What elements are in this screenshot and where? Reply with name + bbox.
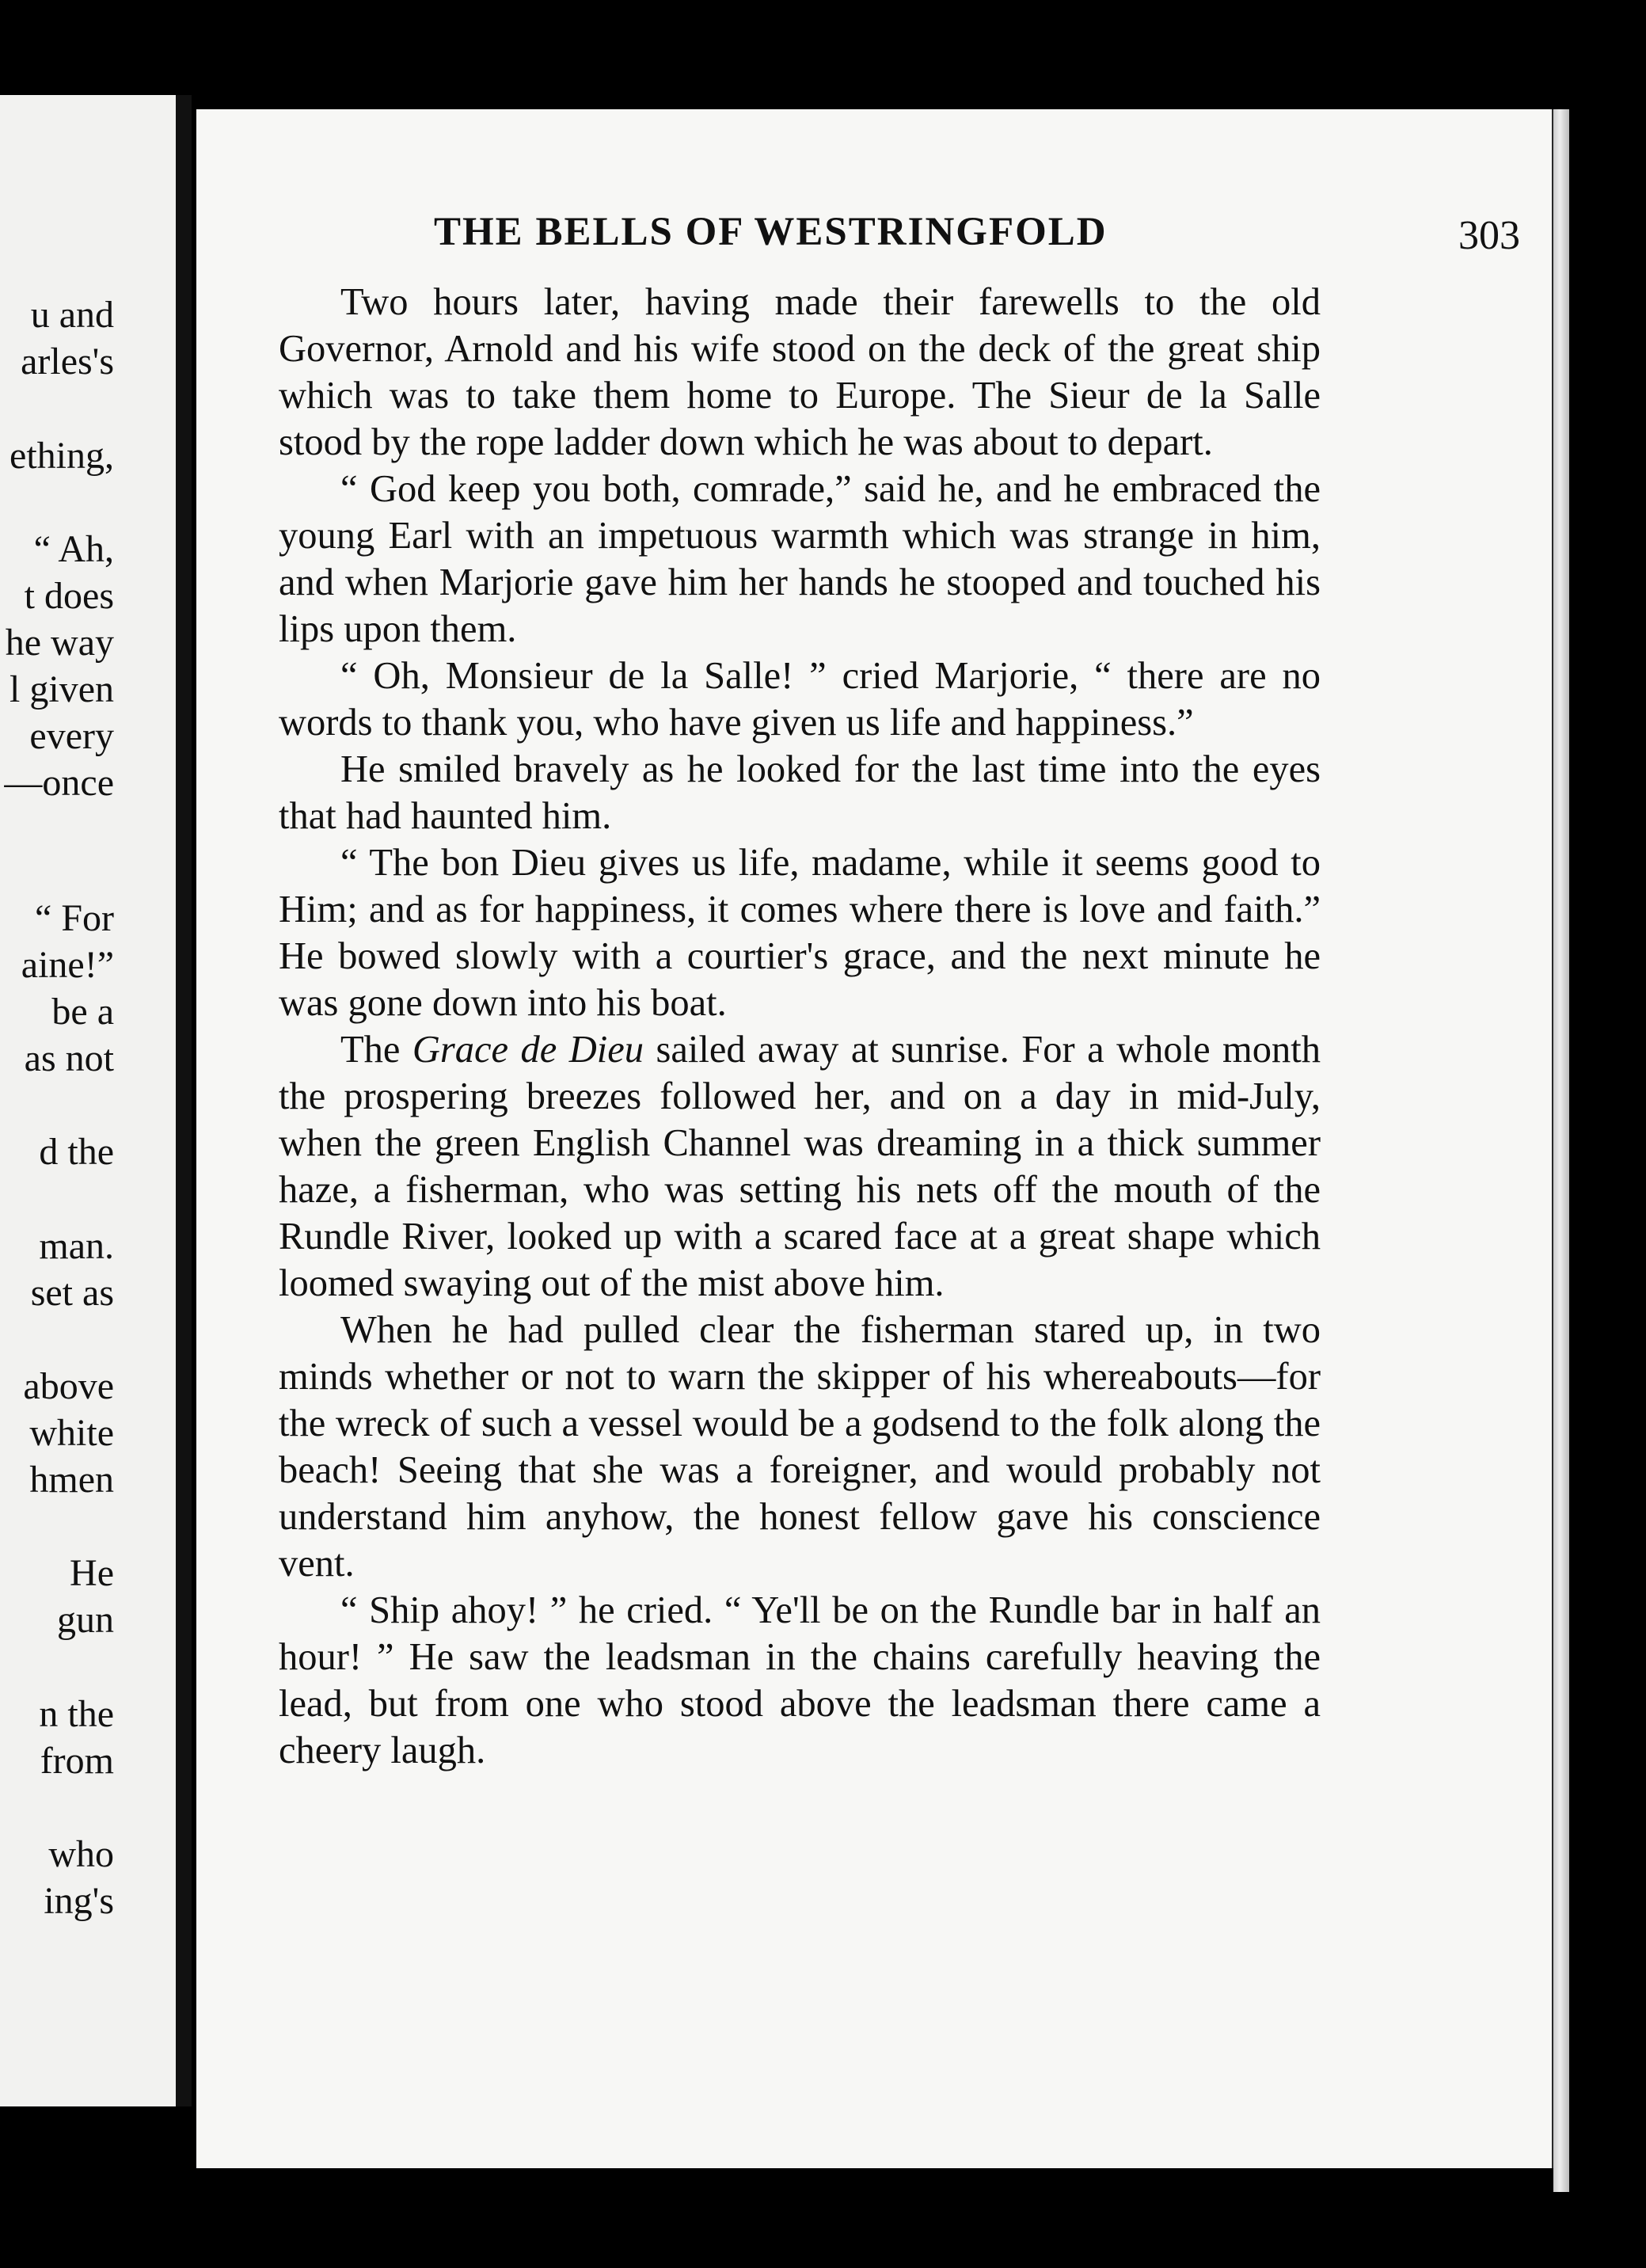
page-number: 303 — [1458, 213, 1520, 258]
prev-page-text: as not — [24, 1037, 114, 1079]
prev-page-text: he way — [5, 622, 114, 664]
paragraph-text: The — [340, 1029, 412, 1071]
prev-page-text: set as — [30, 1272, 114, 1314]
prev-page-text: above — [23, 1365, 114, 1407]
prev-page-text: hmen — [29, 1459, 114, 1501]
paragraph — [279, 1026, 1321, 1307]
prev-page-text: ing's — [44, 1880, 114, 1922]
prev-page-text: white — [29, 1412, 114, 1454]
paragraph: “ Oh, Monsieur de la Salle! ” cried Marjorie, “ there are no words to thank you, who have given us life and happiness.” — [279, 655, 1321, 744]
page-body — [279, 279, 1321, 1774]
page-edge — [1553, 109, 1569, 2192]
prev-page-text: l given — [10, 668, 114, 710]
page-header — [434, 209, 1526, 272]
paragraph: “ God keep you both, comrade,” said he, and he embraced the young Earl with an impetuous warmth which was strange in him, and when Marjorie gave him her hands he stooped and touched his lips upon them. — [279, 468, 1321, 650]
paragraph: He smiled bravely as he looked for the last time into the eyes that had haunted him. — [279, 748, 1321, 837]
prev-page-text: He — [70, 1552, 114, 1594]
prev-page-text: “ For — [35, 897, 114, 939]
prev-page-text: n the — [39, 1693, 114, 1735]
prev-page-text: u and — [30, 294, 114, 336]
paragraph: “ Ship ahoy! ” he cried. “ Ye'll be on the Rundle bar in half an hour! ” He saw the leadsman in the chains carefully heaving the lead, but from one who stood above the leadsman there came a cheery laugh. — [279, 1589, 1321, 1771]
paragraph-text: sailed away at sunrise. For a whole month the prospering breezes followed her, and on a day in mid-July, when the green English Channel was dreaming in a thick summer haze, a fisherman, who was setting his nets off the mouth of the Rundle River, looked up with a scared face at a great shape which loomed swaying out of the mist above him. — [279, 1029, 1321, 1304]
previous-page — [0, 95, 184, 2106]
prev-page-text: man. — [39, 1225, 114, 1267]
book-gutter — [176, 95, 192, 2106]
prev-page-text: gun — [57, 1599, 114, 1641]
paragraph: “ The bon Dieu gives us life, madame, while it seems good to Him; and as for happiness, it comes where there is love and faith.” He bowed slowly with a courtier's grace, and the next minute he was gone down into his boat. — [279, 842, 1321, 1024]
paragraph: Two hours later, having made their farewells to the old Governor, Arnold and his wife stood on the deck of the great ship which was to take them home to Europe. The Sieur de la Salle stood by the rope ladder down which he was about to depart. — [279, 281, 1321, 463]
prev-page-text: arles's — [21, 341, 114, 382]
prev-page-text: t does — [24, 575, 114, 617]
prev-page-text: be a — [51, 991, 114, 1033]
prev-page-text: d the — [39, 1131, 114, 1173]
prev-page-text: ething, — [10, 435, 114, 477]
prev-page-text: who — [48, 1833, 114, 1875]
prev-page-text: aine!” — [21, 944, 114, 986]
ship-name: Grace de Dieu — [412, 1029, 644, 1071]
prev-page-text: every — [29, 715, 114, 757]
running-title: THE BELLS OF WESTRINGFOLD — [434, 210, 1108, 254]
prev-page-text: from — [40, 1740, 114, 1782]
prev-page-text: “ Ah, — [33, 528, 114, 570]
prev-page-text: —once — [4, 762, 114, 804]
book-page — [196, 109, 1557, 2168]
paragraph: When he had pulled clear the fisherman stared up, in two minds whether or not to warn the skipper of his whereabouts—for the wreck of such a vessel would be a godsend to the folk along the beach! Seeing that she was a foreigner, and would probably not understand him anyhow, the honest fellow gave his conscience vent. — [279, 1309, 1321, 1585]
